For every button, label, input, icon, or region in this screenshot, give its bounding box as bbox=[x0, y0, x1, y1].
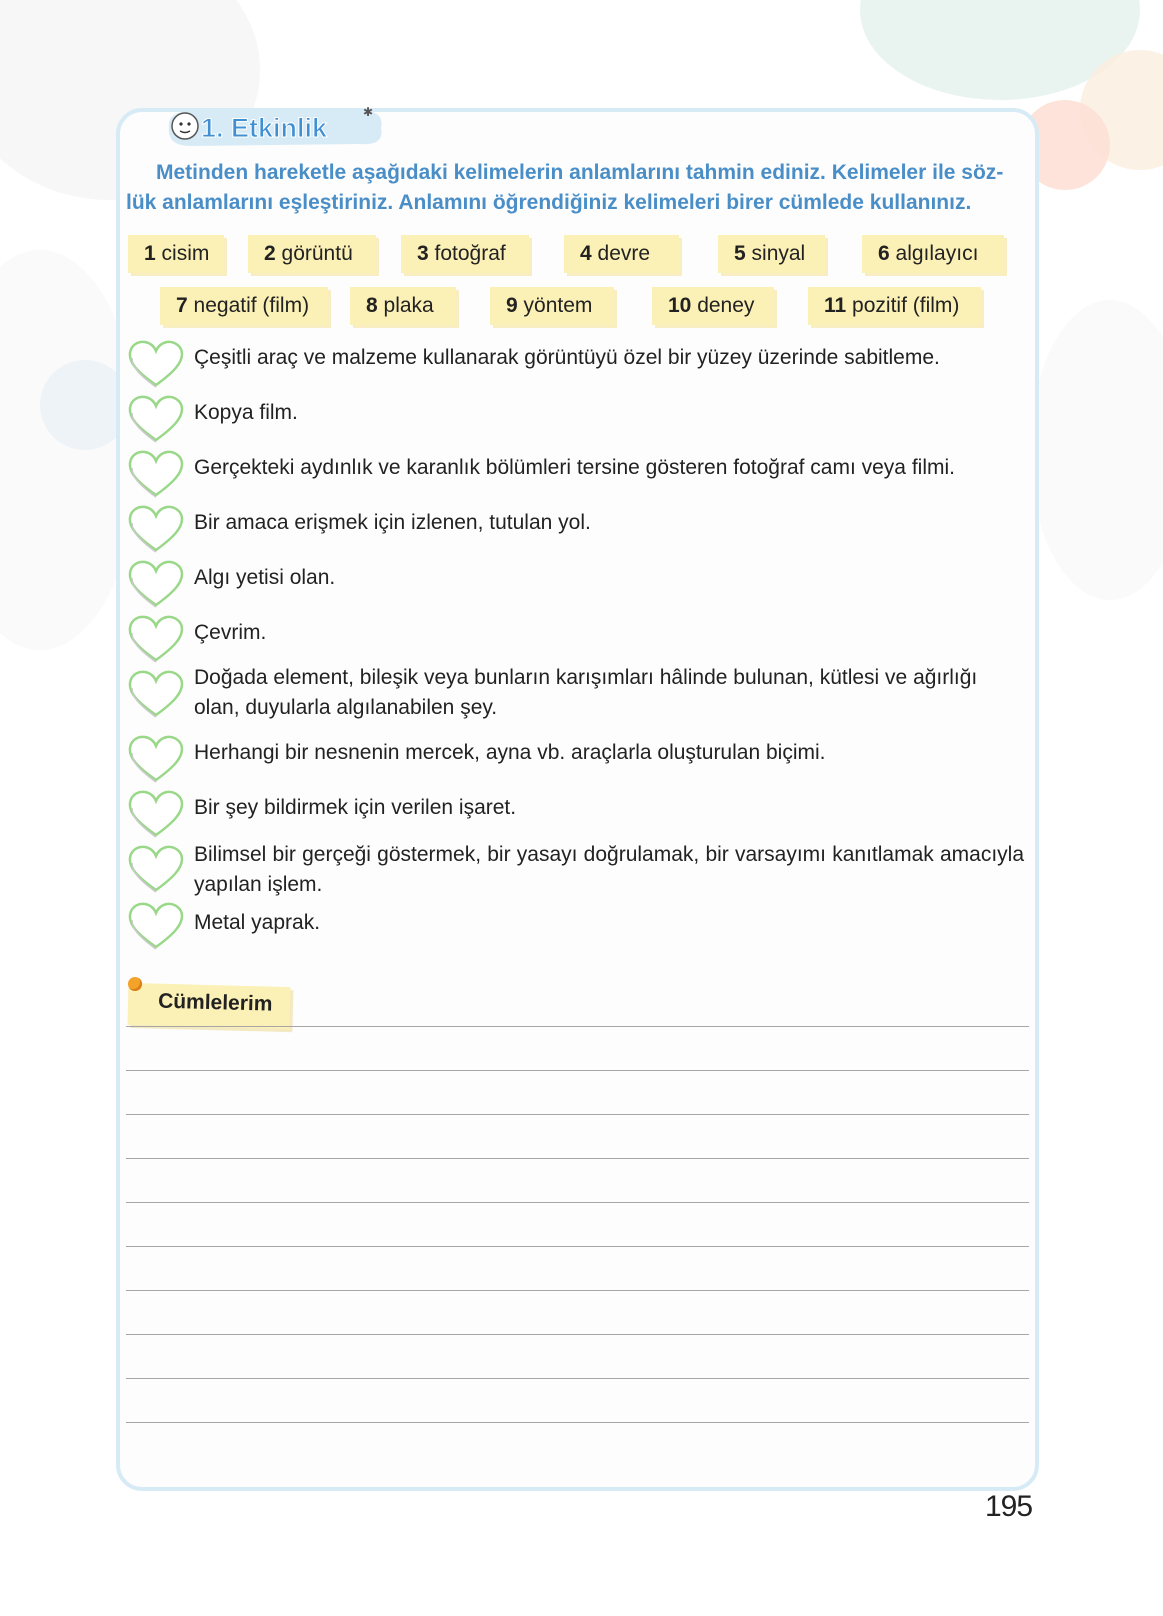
word-text: deney bbox=[697, 294, 755, 317]
word-number: 4 bbox=[580, 242, 592, 265]
writing-line bbox=[126, 1334, 1029, 1335]
word-tag bbox=[808, 287, 981, 325]
word-tag bbox=[128, 235, 224, 273]
writing-line bbox=[126, 1202, 1029, 1203]
writing-line bbox=[126, 1026, 1029, 1027]
word-text: sinyal bbox=[751, 242, 806, 265]
word-text: pozitif (film) bbox=[852, 294, 960, 317]
word-number: 10 bbox=[668, 294, 692, 317]
word-number: 11 bbox=[824, 294, 847, 317]
notes-label-card bbox=[127, 983, 290, 1029]
word-tag bbox=[248, 235, 376, 273]
word-number: 6 bbox=[878, 242, 890, 265]
definition-text: Bir amaca erişmek için izlenen, tutulan yol. bbox=[194, 511, 591, 534]
heart-answer-box[interactable] bbox=[126, 900, 186, 952]
definition-text: Çeşitli araç ve malzeme kullanarak görüntüyü özel bir yüzey üzerinde sabitleme. bbox=[194, 346, 940, 369]
word-number: 9 bbox=[506, 294, 518, 317]
word-number: 5 bbox=[734, 242, 746, 265]
word-text: negatif (film) bbox=[193, 294, 310, 317]
pushpin-icon bbox=[128, 977, 142, 991]
definition-text: Metal yaprak. bbox=[194, 911, 321, 934]
definition-text: Kopya film. bbox=[194, 401, 298, 424]
definition-text: Gerçekteki aydınlık ve karanlık bölümleri tersine gösteren fotoğraf camı veya filmi. bbox=[194, 456, 955, 479]
word-tag bbox=[564, 235, 679, 273]
word-text: yöntem bbox=[523, 294, 593, 317]
heart-answer-box[interactable] bbox=[126, 448, 186, 500]
word-tag bbox=[401, 235, 529, 273]
notes-label: Cümlelerim bbox=[157, 989, 273, 1016]
page-number: 195 bbox=[985, 1490, 1033, 1523]
writing-line bbox=[126, 1114, 1029, 1115]
word-number: 1 bbox=[144, 242, 156, 265]
word-tag bbox=[350, 287, 456, 325]
heart-answer-box[interactable] bbox=[126, 338, 186, 390]
heart-answer-box[interactable] bbox=[126, 733, 186, 785]
sparkle-icon: ✱ bbox=[363, 105, 374, 119]
heart-answer-box[interactable] bbox=[126, 668, 186, 720]
word-text: plaka bbox=[383, 294, 434, 317]
writing-line bbox=[126, 1290, 1029, 1291]
activity-instruction: Metinden hareketle aşağıdaki kelimelerin anlamlarını tahmin ediniz. Kelimeler ile sözlük anlamlarını eşleştiriniz. Anlamını öğrendiğiniz kelimeleri birer cümlede kullanınız. bbox=[126, 161, 1004, 214]
word-tag bbox=[490, 287, 614, 325]
definition-text: Çevrim. bbox=[194, 621, 267, 644]
writing-line bbox=[126, 1378, 1029, 1379]
writing-line bbox=[126, 1158, 1029, 1159]
word-number: 2 bbox=[264, 242, 276, 265]
definition-text: Herhangi bir nesnenin mercek, ayna vb. araçlarla oluşturulan biçimi. bbox=[194, 741, 826, 764]
word-text: görüntü bbox=[281, 242, 353, 265]
word-tag bbox=[718, 235, 825, 273]
word-text: algılayıcı bbox=[895, 242, 979, 265]
activity-title: 1. Etkinlik bbox=[201, 113, 328, 143]
definition-text: Doğada element, bileşik veya bunların karışımları hâlinde bulunan, kütlesi ve ağırlığı olan, duyularla algılanabilen şey. bbox=[194, 666, 978, 719]
heart-answer-box[interactable] bbox=[126, 393, 186, 445]
word-text: fotoğraf bbox=[434, 242, 506, 265]
word-number: 3 bbox=[417, 242, 429, 265]
word-tag bbox=[862, 235, 1004, 273]
word-number: 8 bbox=[366, 294, 378, 317]
definition-text: Algı yetisi olan. bbox=[194, 566, 336, 589]
definition-text: Bir şey bildirmek için verilen işaret. bbox=[194, 796, 517, 819]
child-figure-icon bbox=[172, 113, 198, 139]
writing-line bbox=[126, 1246, 1029, 1247]
writing-line bbox=[126, 1422, 1029, 1423]
definition-text: Bilimsel bir gerçeği göstermek, bir yasayı doğrulamak, bir varsayımı kanıtlamak amacıyla yapılan işlem. bbox=[194, 843, 1024, 896]
word-text: cisim bbox=[161, 242, 210, 265]
heart-answer-box[interactable] bbox=[126, 558, 186, 610]
writing-line bbox=[126, 1070, 1029, 1071]
word-tag bbox=[652, 287, 774, 325]
word-number: 7 bbox=[176, 294, 188, 317]
word-text: devre bbox=[597, 242, 651, 265]
heart-answer-box[interactable] bbox=[126, 788, 186, 840]
activity-title-badge bbox=[163, 104, 388, 150]
heart-answer-box[interactable] bbox=[126, 843, 186, 895]
heart-answer-box[interactable] bbox=[126, 503, 186, 555]
heart-answer-box[interactable] bbox=[126, 613, 186, 665]
word-tag bbox=[160, 287, 328, 325]
background-circle bbox=[1030, 300, 1163, 600]
